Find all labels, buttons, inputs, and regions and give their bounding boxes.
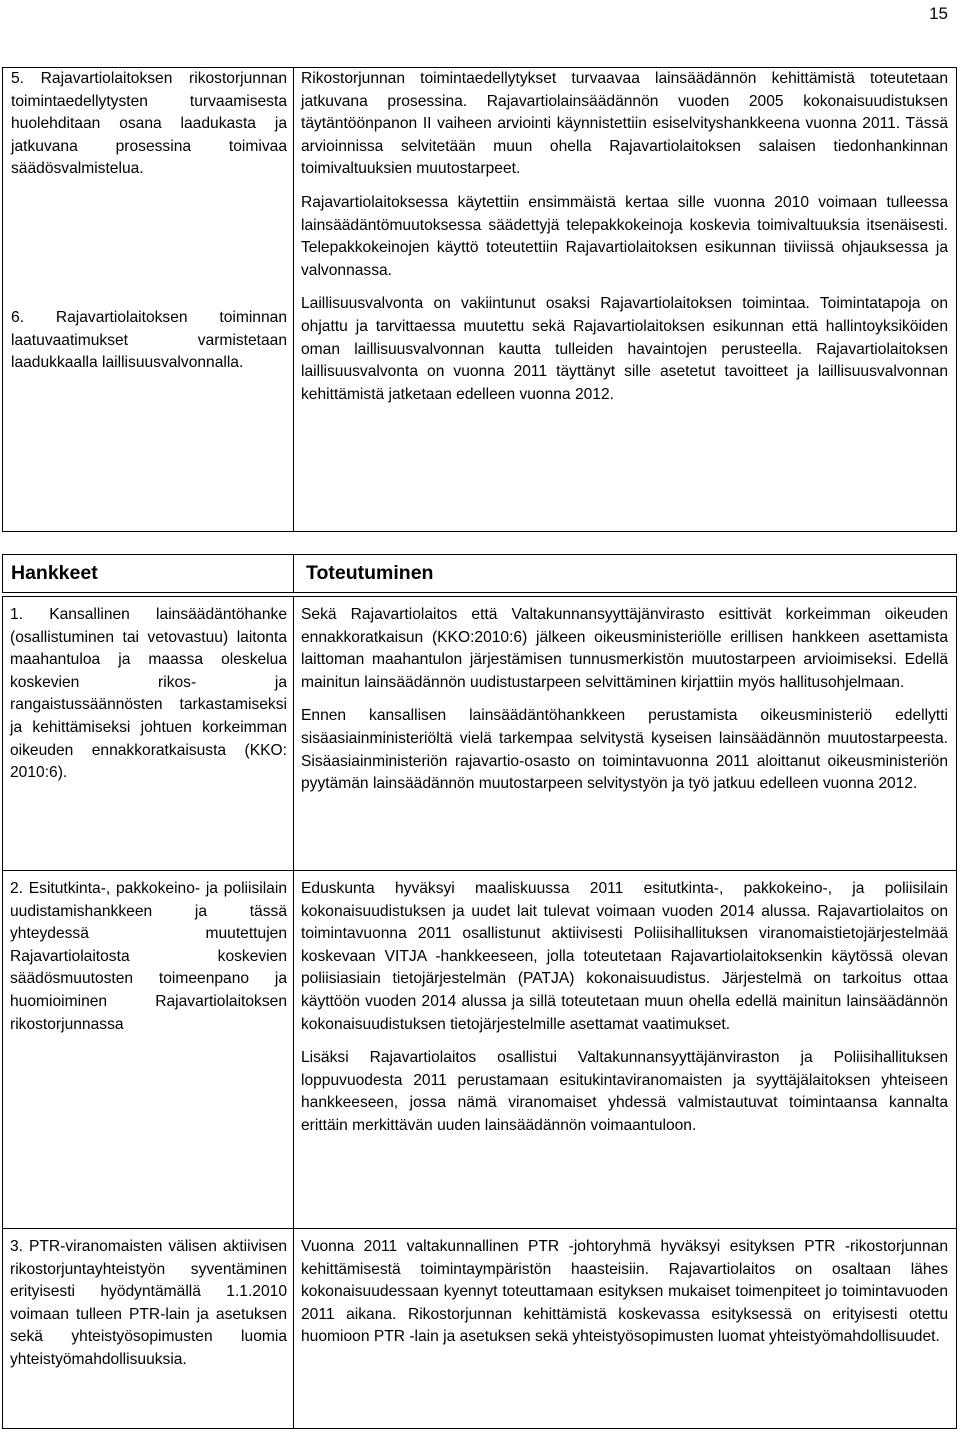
- table-row: [3, 871, 957, 1229]
- goal-6: 6. Rajavartiolaitoksen toiminnan laatuvaatimukset varmistetaan laadukkaalla laillisuusvalvonnalla.: [11, 308, 287, 372]
- project-3-cell: [3, 1229, 294, 1429]
- status-1-paragraph-2: Ennen kansallisen lainsäädäntöhankkeen perustamista oikeusministeriö edellytti sisäasiainministeriöltä vielä tarkempaa selvitystä kyseisen lainsäädännön muutostarpeesta. Sisäasiainministeriön rajavartio-osasto on toimintavuonna 2011 aloittanut oikeusministeriön pyytämän lainsäädännön muutostarpeen selvitystyön ja työ jatkuu edelleen vuonna 2012.: [301, 707, 948, 793]
- header-status: Toteutuminen: [306, 561, 434, 584]
- project-2-cell: [3, 871, 294, 1229]
- status-2-cell: [294, 871, 957, 1229]
- assessment-cell: [294, 68, 957, 532]
- table-row: [3, 68, 957, 532]
- status-3-paragraph-1: Vuonna 2011 valtakunnallinen PTR -johtoryhmä hyväksyi esityksen PTR -rikostorjunnan kehittämisestä toimintaympäristön haasteisiin. Rajavartiolaitos on osaltaan lähes kokonaisuudessaan kyennyt toteuttamaan esityksen mukaiset toimenpiteet jo toimintavuoden 2011 aikana. Rikostorjunnan kehittämistä koskevassa esityksessä on erityisesti otettu huomioon PTR -lain ja asetuksen sekä yhteistyösopimusten luomat yhteistyömahdollisuudet.: [301, 1238, 948, 1346]
- table-row: [3, 597, 957, 871]
- table-row: [3, 1229, 957, 1429]
- status-1-paragraph-1: Sekä Rajavartiolaitos että Valtakunnansyyttäjänvirasto esittivät korkeimman oikeuden ennakkoratkaisun (KKO:2010:6) jälkeen oikeusministeriölle erillisen hankkeen asettamista laittoman maahantulon järjestämisen tunnusmerkistön muutostarpeen arvioimiseksi. Edellä mainitun lainsäädännön uudistustarpeen selvittäminen kirjattiin myös hallitusohjelmaan.: [301, 606, 948, 691]
- goals-table: [2, 67, 957, 532]
- project-1: 1. Kansallinen lainsäädäntöhanke (osallistuminen tai vetovastuu) laitonta maahantuloa ja maassa oleskelua koskevien rikos- ja rangaistussäännösten tarkastamiseksi ja kehittämiseksi johtuen korkeimman oikeuden ennakkoratkaisusta (KKO: 2010:6).: [10, 606, 287, 782]
- status-3-cell: [294, 1229, 957, 1429]
- header-projects: Hankkeet: [11, 561, 98, 584]
- assessment-5-paragraph-1: Rikostorjunnan toimintaedellytykset turvaavaa lainsäädännön kehittämistä toteutetaan jatkuvana prosessina. Rajavartiolainsäädännön vuoden 2005 kokonaisuudistuksen täytäntöönpanon II vaiheen arviointi käynnistettiin esiselvityshankkeena vuonna 2011. Tässä arvioinnissa selvitetään muun ohella Rajavartiolaitoksen salaisen tiedonhankinnan toimivaltuuksien muutostarpeet.: [301, 70, 948, 178]
- goals-cell: [3, 68, 294, 532]
- page-number: 15: [929, 4, 948, 23]
- goal-5: 5. Rajavartiolaitoksen rikostorjunnan toimintaedellytysten turvaamisesta huolehditaan osana laadukasta ja jatkuvana prosessina toimivaa säädösvalmistelua.: [11, 70, 287, 178]
- table-header-row: [3, 555, 957, 593]
- projects-table: [2, 596, 957, 1429]
- status-1-cell: [294, 597, 957, 871]
- assessment-5-paragraph-2: Rajavartiolaitoksessa käytettiin ensimmäistä kertaa sille vuonna 2010 voimaan tulleessa lainsäädäntömuutoksessa säädettyjä telepakkokeinoja koskevia toimivaltuuksia itsenäisesti. Telepakkokeinojen käyttö toteutettiin Rajavartiolaitoksen esikunnan tiiviissä ohjauksessa ja valvonnassa.: [301, 193, 948, 279]
- assessment-6-paragraph-1: Laillisuusvalvonta on vakiintunut osaksi Rajavartiolaitoksen toimintaa. Toimintatapoja on ohjattu ja tarvittaessa muutettu sekä Rajavartiolaitoksen esikunnan että hallintoyksiköiden oman laillisuusvalvonnan kautta tulleiden havaintojen perusteella. Rajavartiolaitoksen laillisuusvalvonta on vuonna 2011 täyttänyt sille asetetut tavoitteet ja laillisuusvalvonnan kehittämistä jatketaan edelleen vuonna 2012.: [301, 295, 948, 403]
- project-1-cell: [3, 597, 294, 871]
- projects-header-table: [2, 554, 957, 593]
- header-status-cell: [294, 555, 957, 593]
- status-2-paragraph-2: Lisäksi Rajavartiolaitos osallistui Valtakunnansyyttäjänviraston ja Poliisihallituksen loppuvuodesta 2011 perustamaan esitukintaviranomaisten ja syyttäjälaitoksen yhteiseen hankkeeseen, jossa nämä viranomaiset yhdessä valmistautuvat toimintaansa kannalta erittäin merkittävän uuden lainsäädännön voimaantuloon.: [301, 1049, 948, 1134]
- project-3: 3. PTR-viranomaisten välisen aktiivisen rikostorjuntayhteistyön syventäminen erityisesti hyödyntämällä 1.1.2010 voimaan tulleen PTR-lain ja asetuksen sekä yhteistyösopimusten luomia yhteistyömahdollisuuksia.: [10, 1238, 287, 1368]
- project-2: 2. Esitutkinta-, pakkokeino- ja poliisilain uudistamishankkeen ja tässä yhteydessä muutettujen Rajavartiolaitosta koskevien säädösmuutosten toimeenpano ja huomioiminen Rajavartiolaitoksen rikostorjunnassa: [10, 880, 287, 1033]
- header-projects-cell: [3, 555, 294, 593]
- status-2-paragraph-1: Eduskunta hyväksyi maaliskuussa 2011 esitutkinta-, pakkokeino-, ja poliisilain kokonaisuudistuksen ja uudet lait tulevat voimaan vuoden 2014 alussa. Rajavartiolaitos on toimintavuonna 2011 osallistunut aktiivisesti Poliisihallituksen viranomaistietojärjestelmää koskevaan VITJA -hankkeeseen, jolla toteutetaan Rajavartiolaitoksenkin käytössä olevan poliisiasiain tietojärjestelmän (PATJA) kokonaisuudistus. Järjestelmä on tarkoitus ottaa käyttöön vuoden 2014 alussa ja sillä toteutetaan muun ohella edellä mainitun lainsäädännön kokonaisuudistuksen tietojärjestelmille asettamat vaatimukset.: [301, 880, 948, 1033]
